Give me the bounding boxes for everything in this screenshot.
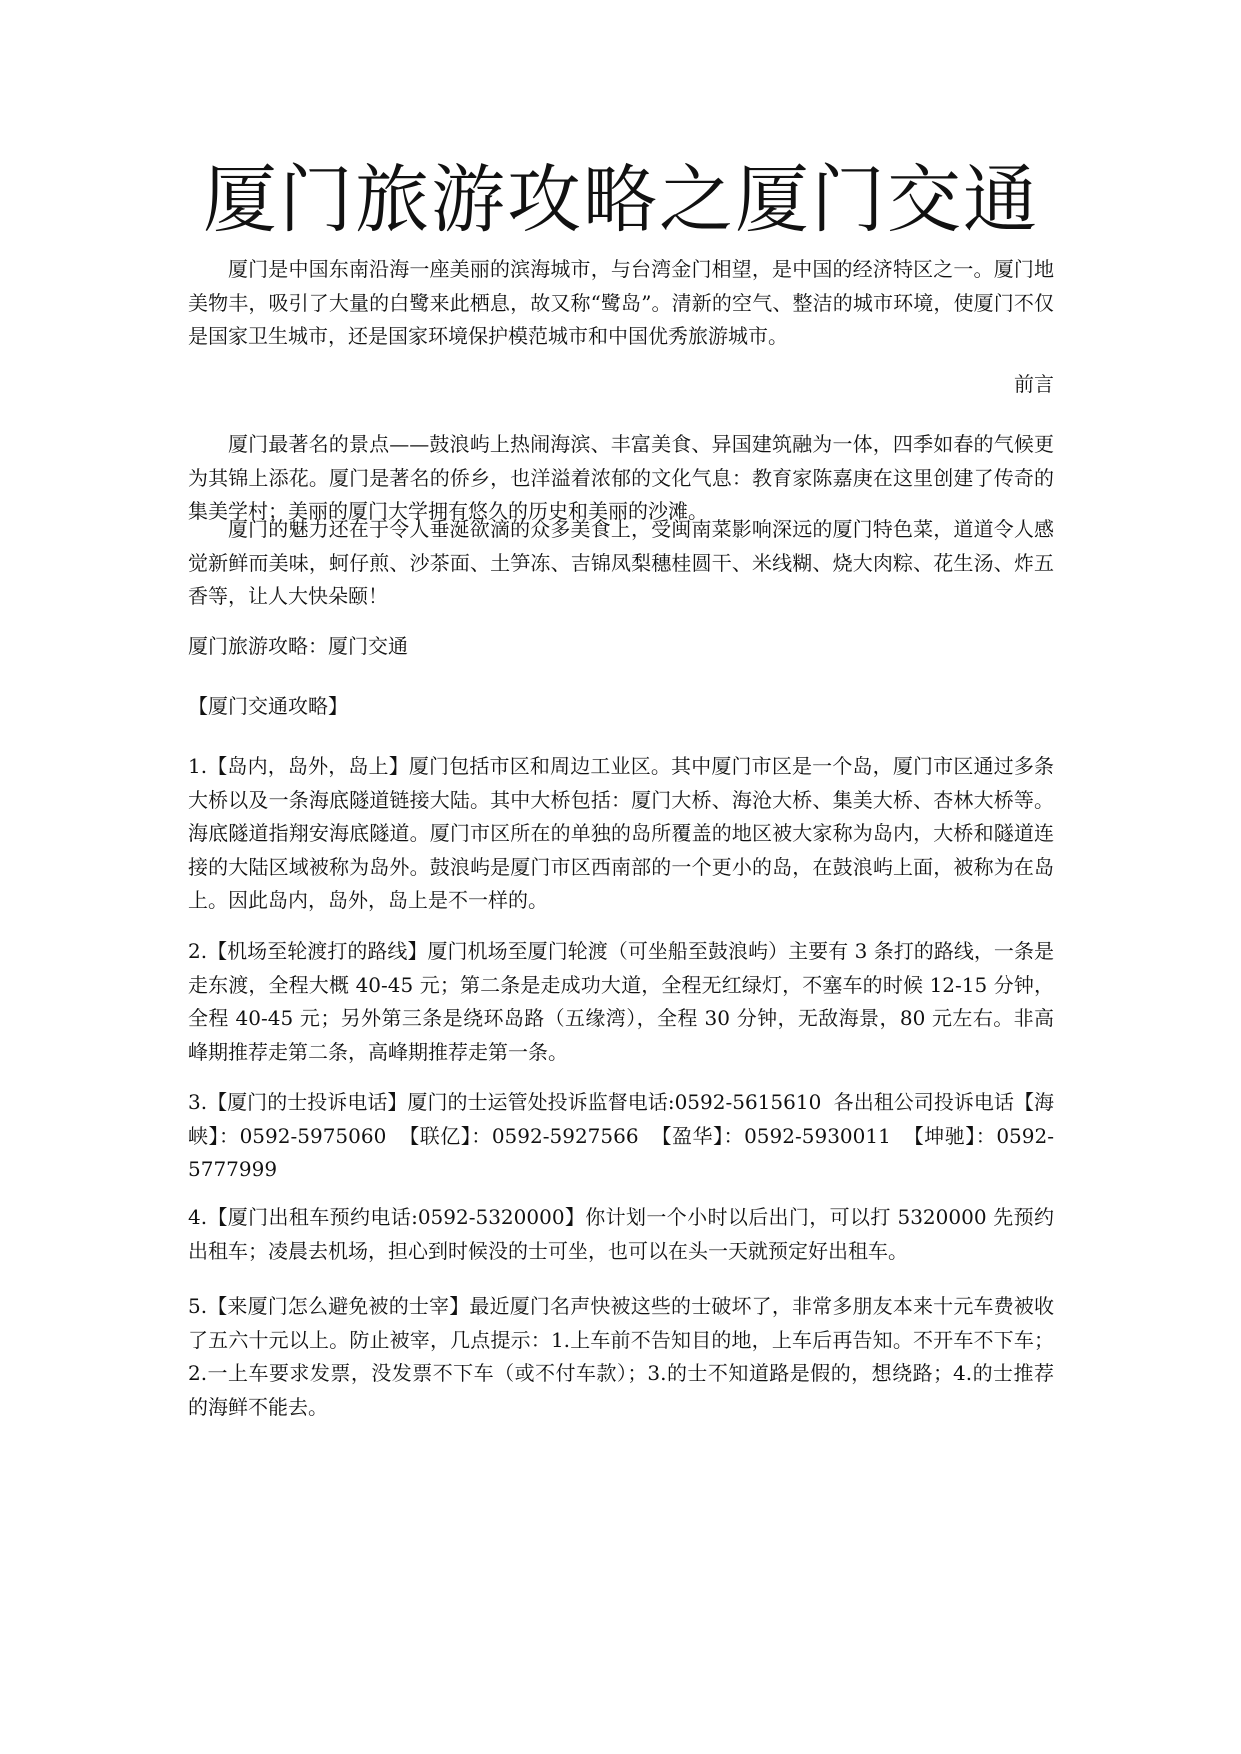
list-item: 5.【来厦门怎么避免被的士宰】最近厦门名声快被这些的士破坏了，非常多朋友本来十元车费被收了五六十元以上。防止被宰，几点提示：1.上车前不告知目的地，上车后再告知。不开车不下车；2.一上车要求发票，没发票不下车（或不付车款）；3.的士不知道路是假的，想绕路；4.的士推荐的海鲜不能去。: [188, 1294, 1054, 1419]
intro-paragraph: 厦门是中国东南沿海一座美丽的滨海城市，与台湾金门相望，是中国的经济特区之一。厦门地美物丰，吸引了大量的白鹭来此栖息，故又称“鹭岛”。清新的空气、整洁的城市环境，使厦门不仅是国家卫生城市，还是国家环境保护模范城市和中国优秀旅游城市。: [188, 257, 1054, 348]
list-item: 4.【厦门出租车预约电话:0592-5320000】你计划一个小时以后出门，可以打 5320000 先预约出租车；凌晨去机场，担心到时候没的士可坐，也可以在头一天就预定好出租车。: [188, 1205, 1054, 1263]
document-title: 厦门旅游攻略之厦门交通: [203, 157, 1039, 243]
attractions-paragraph: 厦门最著名的景点——鼓浪屿上热闹海滨、丰富美食、异国建筑融为一体，四季如春的气候更为其锦上添花。厦门是著名的侨乡，也洋溢着浓郁的文化气息：教育家陈嘉庚在这里创建了传奇的集美学村；美丽的厦门大学拥有悠久的历史和美丽的沙滩。: [188, 432, 1054, 523]
list-item: 3.【厦门的士投诉电话】厦门的士运管处投诉监督电话:0592-5615610 各出租公司投诉电话【海峡】：0592-5975060 【联亿】：0592-5927566 【盈华】：0592-5930011 【坤驰】：0592-5777999: [188, 1090, 1054, 1181]
list-item: 1.【岛内，岛外，岛上】厦门包括市区和周边工业区。其中厦门市区是一个岛，厦门市区通过多条大桥以及一条海底隧道链接大陆。其中大桥包括：厦门大桥、海沧大桥、集美大桥、杏林大桥等。海底隧道指翔安海底隧道。厦门市区所在的单独的岛所覆盖的地区被大家称为岛内，大桥和隧道连接的大陆区域被称为岛外。鼓浪屿是厦门市区西南部的一个更小的岛，在鼓浪屿上面，被称为在岛上。因此岛内，岛外，岛上是不一样的。: [188, 754, 1054, 912]
food-paragraph: 厦门的魅力还在于令人垂涎欲滴的众多美食上，受闽南菜影响深远的厦门特色菜，道道令人感觉新鲜而美味，蚵仔煎、沙茶面、土笋冻、吉锦凤梨穗桂圆干、米线糊、烧大肉粽、花生汤、炸五香等，让人大快朵颐！: [188, 517, 1054, 608]
list-item: 2.【机场至轮渡打的路线】厦门机场至厦门轮渡（可坐船至鼓浪屿）主要有 3 条打的路线，一条是走东渡，全程大概 40-45 元；第二条是走成功大道，全程无红绿灯，不塞车的时候 12-15 分钟，全程 40-45 元；另外第三条是绕环岛路（五缘湾），全程 30 分钟，无敌海景，80 元左右。非高峰期推荐走第二条，高峰期推荐走第一条。: [188, 939, 1054, 1064]
subheading: 厦门旅游攻略：厦门交通: [188, 634, 408, 658]
section-heading: 【厦门交通攻略】: [188, 694, 348, 718]
preface-label: 前言: [1014, 372, 1054, 396]
